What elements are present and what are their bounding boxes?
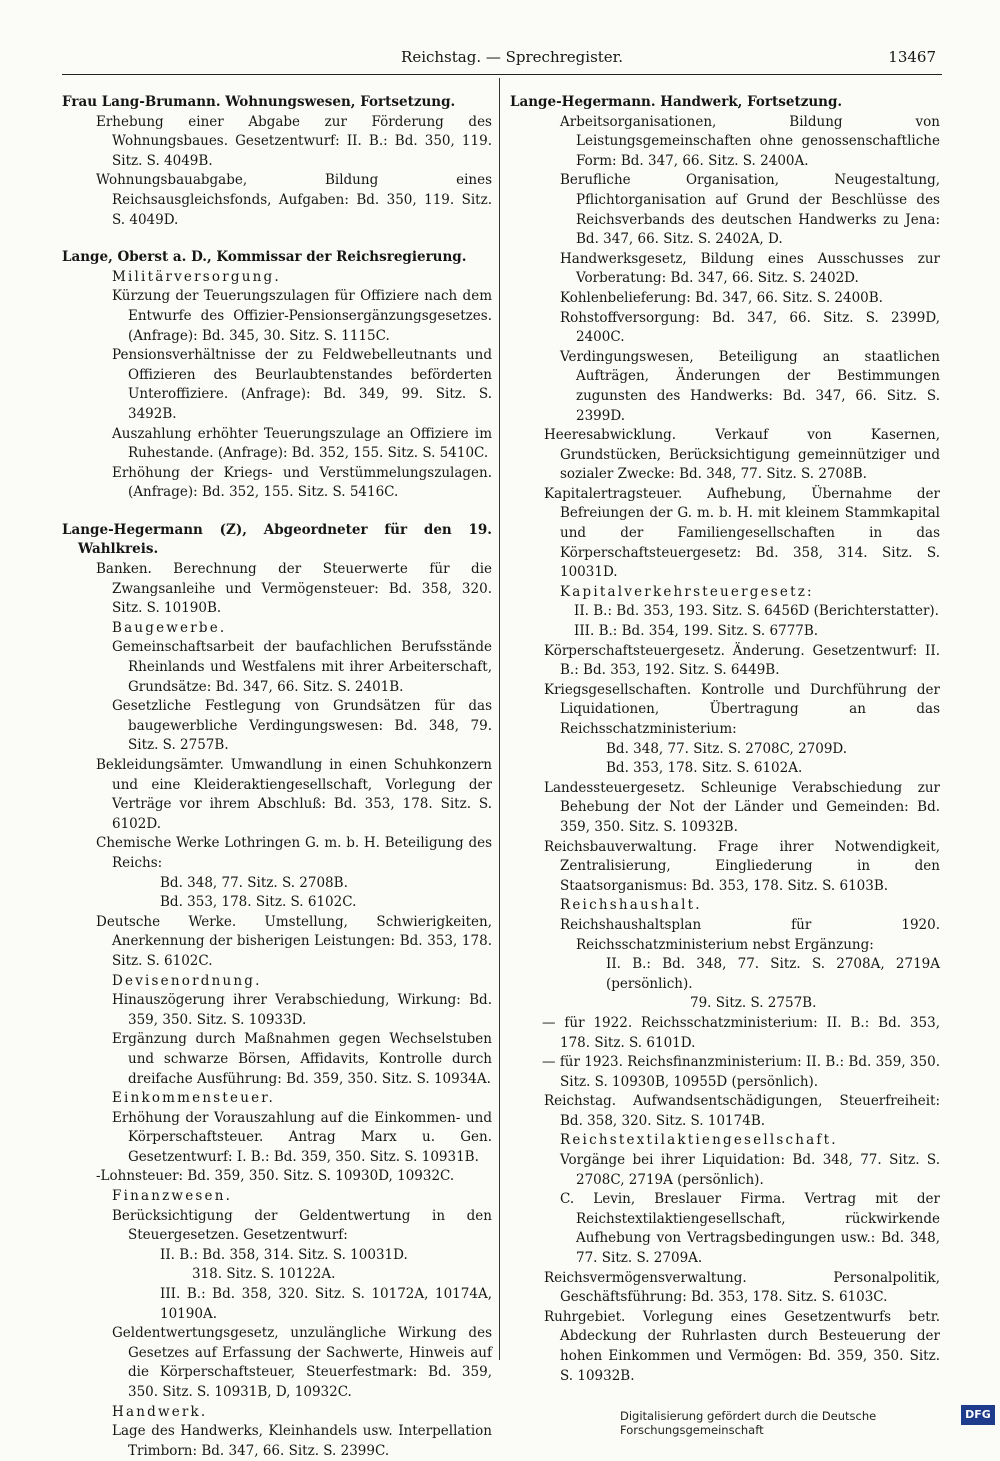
index-entry: — für 1923. Reichsfinanzministerium: II. B.: Bd. 359, 350. Sitz. S. 10930B, 10955D (persönlich). (542, 1054, 940, 1090)
index-entry: Vorgänge bei ihrer Liquidation: Bd. 348, 77. Sitz. S. 2708C, 2719A (persönlich). (560, 1152, 940, 1188)
index-entry: Geldentwertungsgesetz, unzulängliche Wirkung des Gesetzes auf Erfassung der Sachwerte, Hinweis auf die Körperschaftsteuer, Steuerfestmark: Bd. 359, 350. Sitz. S. 10931B, D, 10932C. (112, 1325, 492, 1400)
index-entry: Militärversorgung. (112, 268, 281, 285)
index-entry: Berücksichtigung der Geldentwertung in den Steuergesetzen. Gesetzentwurf: (112, 1207, 492, 1244)
index-entry: Kapitalertragsteuer. Aufhebung, Übernahme der Befreiungen der G. m. b. H. mit kleinem Stammkapital und der Familiengesellschaften in das Körperschaftsteuergesetz: Bd. 358, 314. Sitz. S. 10031D. (544, 485, 940, 581)
index-entry-heading: Frau Lang-Brumann. Wohnungswesen, Fortsetzung. (62, 94, 456, 110)
dfg-logo: DFG (961, 1405, 995, 1425)
index-entry: -Lohnsteuer: Bd. 359, 350. Sitz. S. 10930D, 10932C. (96, 1168, 455, 1185)
index-entry: C. Levin, Breslauer Firma. Vertrag mit der Reichstextilaktiengesellschaft, rückwirkende Aufhebung von Vertragsbedingungen usw.: Bd. 348, 77. Sitz. S. 2709A. (560, 1191, 940, 1267)
index-entry-heading: Lange-Hegermann (Z), Abgeordneter für den 19. Wahlkreis. (62, 521, 492, 558)
index-entry: Reichstextilaktiengesellschaft. (560, 1132, 838, 1149)
index-entry: Handwerk. (112, 1403, 208, 1420)
index-entry: II. B.: Bd. 348, 77. Sitz. S. 2708A, 2719A (persönlich). (606, 956, 940, 992)
index-entry: III. B.: Bd. 358, 320. Sitz. S. 10172A, 10174A, 10190A. (160, 1286, 492, 1322)
index-entry: Ruhrgebiet. Vorlegung eines Gesetzentwurfs betr. Abdeckung der Ruhrlasten durch Besteuerung der hohen Einkommen und Vermögen: Bd. 359, 350. Sitz. S. 10932B. (544, 1308, 940, 1384)
index-entry: Kohlenbelieferung: Bd. 347, 66. Sitz. S. 2400B. (560, 289, 883, 306)
index-entry: Wohnungsbauabgabe, Bildung eines Reichsausgleichsfonds, Aufgaben: Bd. 350, 119. Sitz. S. 4049D. (96, 172, 492, 228)
index-entry: Devisenordnung. (112, 972, 262, 989)
index-entry: Hinauszögerung ihrer Verabschiedung, Wirkung: Bd. 359, 350. Sitz. S. 10933D. (112, 992, 492, 1028)
index-entry: Berufliche Organisation, Neugestaltung, Pflichtorganisation auf Grund der Beschlüsse des Reichsverbands des deutschen Handwerks zu Jena: Bd. 347, 66. Sitz. S. 2402A, D. (560, 172, 940, 248)
index-entry: Bd. 353, 178. Sitz. S. 6102A. (606, 760, 803, 777)
index-entry: II. B.: Bd. 353, 193. Sitz. S. 6456D (Berichterstatter). (574, 603, 939, 620)
index-entry: Kapitalverkehrsteuergesetz: (560, 583, 814, 600)
index-entry: Landessteuergesetz. Schleunige Verabschiedung zur Behebung der Not der Länder und Gemeinden: Bd. 359, 350. Sitz. S. 10932B. (544, 779, 940, 835)
index-entry: Erhöhung der Kriegs- und Verstümmelungszulagen. (Anfrage): Bd. 352, 155. Sitz. S. 5416C. (112, 464, 492, 501)
index-entry: Ergänzung durch Maßnahmen gegen Wechselstuben und schwarze Börsen, Affidavits, Kontrolle durch dreifache Ausführung: Bd. 359, 350. Sitz. S. 10934A. (112, 1031, 492, 1087)
index-entry: — für 1922. Reichsschatzministerium: II. B.: Bd. 353, 178. Sitz. S. 6101D. (542, 1014, 940, 1051)
index-entry: Lage des Handwerks, Kleinhandels usw. Interpellation Trimborn: Bd. 347, 66. Sitz. S. 2399C. (112, 1423, 492, 1459)
index-entry: Gesetzliche Festlegung von Grundsätzen für das baugewerbliche Verdingungswesen: Bd. 348, 79. Sitz. S. 2757B. (112, 698, 492, 754)
index-entry: III. B.: Bd. 354, 199. Sitz. S. 6777B. (574, 623, 819, 640)
digitization-credit: Digitalisierung gefördert durch die Deutsche Forschungsgemeinschaft (620, 1409, 877, 1437)
index-entry: Bd. 348, 77. Sitz. S. 2708B. (160, 874, 348, 891)
index-entry-heading: Lange, Oberst a. D., Kommissar der Reichsregierung. (62, 249, 467, 266)
index-entry: Kürzung der Teuerungszulagen für Offiziere nach dem Entwurfe des Offizier-Pensionsergänzungsgesetzes. (Anfrage): Bd. 345, 30. Sitz. S. 1115C. (112, 288, 492, 344)
index-entry: II. B.: Bd. 358, 314. Sitz. S. 10031D. (160, 1246, 408, 1263)
index-entry: Reichsvermögensverwaltung. Personalpolitik, Geschäftsführung: Bd. 353, 178. Sitz. S. 6103C. (544, 1269, 940, 1306)
page-number: 13467 (888, 48, 936, 66)
index-entry: Gemeinschaftsarbeit der baufachlichen Berufsstände Rheinlands und Westfalens mit ihrer Arbeiterschaft, Grundsätze: Bd. 347, 66. Sitz. S. 2401B. (112, 639, 492, 695)
right-column (510, 93, 940, 1386)
index-entry: Auszahlung erhöhter Teuerungszulage an Offiziere im Ruhestande. (Anfrage): Bd. 352, 155. Sitz. S. 5410C. (112, 425, 492, 462)
index-entry: Reichstag. Aufwandsentschädigungen, Steuerfreiheit: Bd. 358, 320. Sitz. S. 10174B. (544, 1093, 940, 1129)
column-divider (499, 78, 500, 1360)
index-entry: Baugewerbe. (112, 619, 227, 636)
index-entry: Chemische Werke Lothringen G. m. b. H. Beteiligung des Reichs: (96, 835, 492, 871)
index-entry: Rohstoffversorgung: Bd. 347, 66. Sitz. S. 2399D, 2400C. (560, 309, 940, 346)
left-column (62, 93, 492, 1461)
index-entry: Reichsbauverwaltung. Frage ihrer Notwendigkeit, Zentralisierung, Eingliederung in den Staatsorganismus: Bd. 353, 178. Sitz. S. 6103B. (544, 838, 940, 894)
index-entry: Finanzwesen. (112, 1188, 233, 1205)
index-entry: Einkommensteuer. (112, 1090, 275, 1107)
index-entry: Erhebung einer Abgabe zur Förderung des Wohnungsbaues. Gesetzentwurf: II. B.: Bd. 350, 119. Sitz. S. 4049B. (96, 113, 492, 169)
index-entry: Bekleidungsämter. Umwandlung in einen Schuhkonzern und eine Kleideraktiengesellschaft, Vorlegung der Verträge vor ihrem Abschluß: Bd. 353, 178. Sitz. S. 6102D. (96, 757, 492, 832)
running-title: Reichstag. — Sprechregister. (401, 48, 623, 66)
index-entry: Deutsche Werke. Umstellung, Schwierigkeiten, Anerkennung der bisherigen Leistungen: Bd. 353, 178. Sitz. S. 6102C. (96, 913, 492, 969)
index-entry: Verdingungswesen, Beteiligung an staatlichen Aufträgen, Änderungen der Bestimmungen zugunsten des Handwerks: Bd. 347, 66. Sitz. S. 2399D. (560, 348, 940, 424)
index-entry: Reichshaushalt. (560, 897, 702, 914)
index-entry: 318. Sitz. S. 10122A. (192, 1266, 336, 1283)
index-entry: Bd. 353, 178. Sitz. S. 6102C. (160, 894, 357, 911)
index-entry: Banken. Berechnung der Steuerwerte für die Zwangsanleihe und Vermögensteuer: Bd. 358, 320. Sitz. S. 10190B. (96, 561, 492, 617)
index-entry: Pensionsverhältnisse der zu Feldwebelleutnants und Offizieren des Beurlaubtenstandes beförderten Unteroffiziere. (Anfrage): Bd. 349, 99. Sitz. S. 3492B. (112, 347, 492, 422)
index-entry: 79. Sitz. S. 2757B. (690, 995, 817, 1012)
index-entry-heading: Lange-Hegermann. Handwerk, Fortsetzung. (510, 94, 843, 110)
index-entry: Körperschaftsteuergesetz. Änderung. Gesetzentwurf: II. B.: Bd. 353, 192. Sitz. S. 6449B. (544, 642, 940, 679)
index-entry: Heeresabwicklung. Verkauf von Kasernen, Grundstücken, Berücksichtigung gemeinnütziger und sozialer Zwecke: Bd. 348, 77. Sitz. S. 2708B. (544, 427, 940, 483)
index-entry: Reichshaushaltsplan für 1920. Reichsschatzministerium nebst Ergänzung: (560, 916, 940, 953)
index-entry: Arbeitsorganisationen, Bildung von Leistungsgemeinschaften ohne genossenschaftliche Form: Bd. 347, 66. Sitz. S. 2400A. (560, 113, 940, 169)
index-entry: Erhöhung der Vorauszahlung auf die Einkommen- und Körperschaftsteuer. Antrag Marx u. Gen. Gesetzentwurf: I. B.: Bd. 359, 350. Sitz. S. 10931B. (112, 1109, 492, 1165)
index-entry: Bd. 348, 77. Sitz. S. 2708C, 2709D. (606, 740, 848, 757)
index-entry: Handwerksgesetz, Bildung eines Ausschusses zur Vorberatung: Bd. 347, 66. Sitz. S. 2402D. (560, 250, 940, 287)
index-entry: Kriegsgesellschaften. Kontrolle und Durchführung der Liquidationen, Übertragung an das Reichsschatzministerium: (544, 681, 940, 737)
page-header (62, 48, 942, 75)
